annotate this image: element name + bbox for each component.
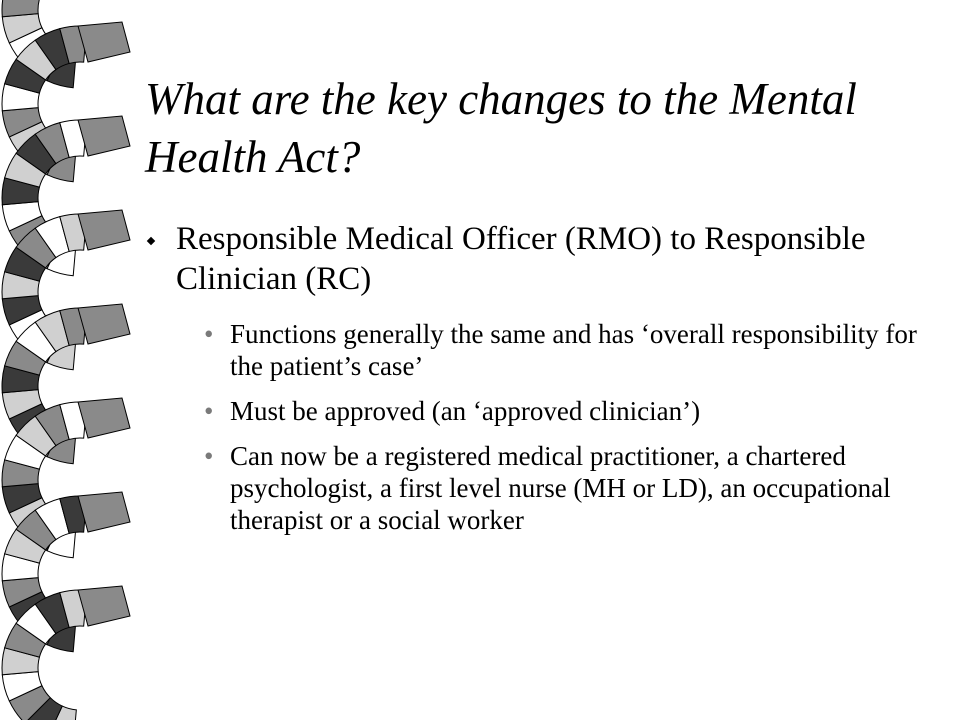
spiral-fan-tip	[78, 398, 130, 438]
spiral-fan-tip	[78, 586, 130, 626]
spiral-fan-border-icon	[0, 0, 140, 720]
main-bullet-text: Responsible Medical Officer (RMO) to Responsible Clinician (RC)	[176, 221, 866, 297]
sub-bullet-item	[200, 395, 940, 427]
main-bullet	[146, 219, 926, 299]
spiral-fan-segment	[2, 0, 39, 17]
sub-bullet-item	[200, 318, 940, 382]
sub-bullet-marker: •	[204, 319, 214, 349]
spiral-fan-tip	[78, 304, 130, 344]
slide-title: What are the key changes to the Mental Health Act?	[145, 74, 857, 182]
sub-bullet-text: Functions generally the same and has ‘overall responsibility for the patient’s case’	[230, 319, 917, 381]
sub-bullet-marker: •	[204, 441, 214, 471]
sub-bullet-text: Can now be a registered medical practitioner, a chartered psychologist, a first level nurse (MH or LD), an occupational therapist or a social worker	[230, 441, 891, 535]
spiral-fan-tip	[78, 22, 130, 62]
spiral-fan-tip	[78, 210, 130, 250]
sub-bullet-list	[200, 318, 940, 549]
spiral-fan-tip	[78, 492, 130, 532]
sub-bullet-text: Must be approved (an ‘approved clinician’)	[230, 396, 701, 426]
sub-bullet-item	[200, 440, 940, 536]
sub-bullet-marker: •	[204, 396, 214, 426]
diamond-bullet-icon	[146, 236, 156, 246]
spiral-fan-tip	[78, 116, 130, 156]
